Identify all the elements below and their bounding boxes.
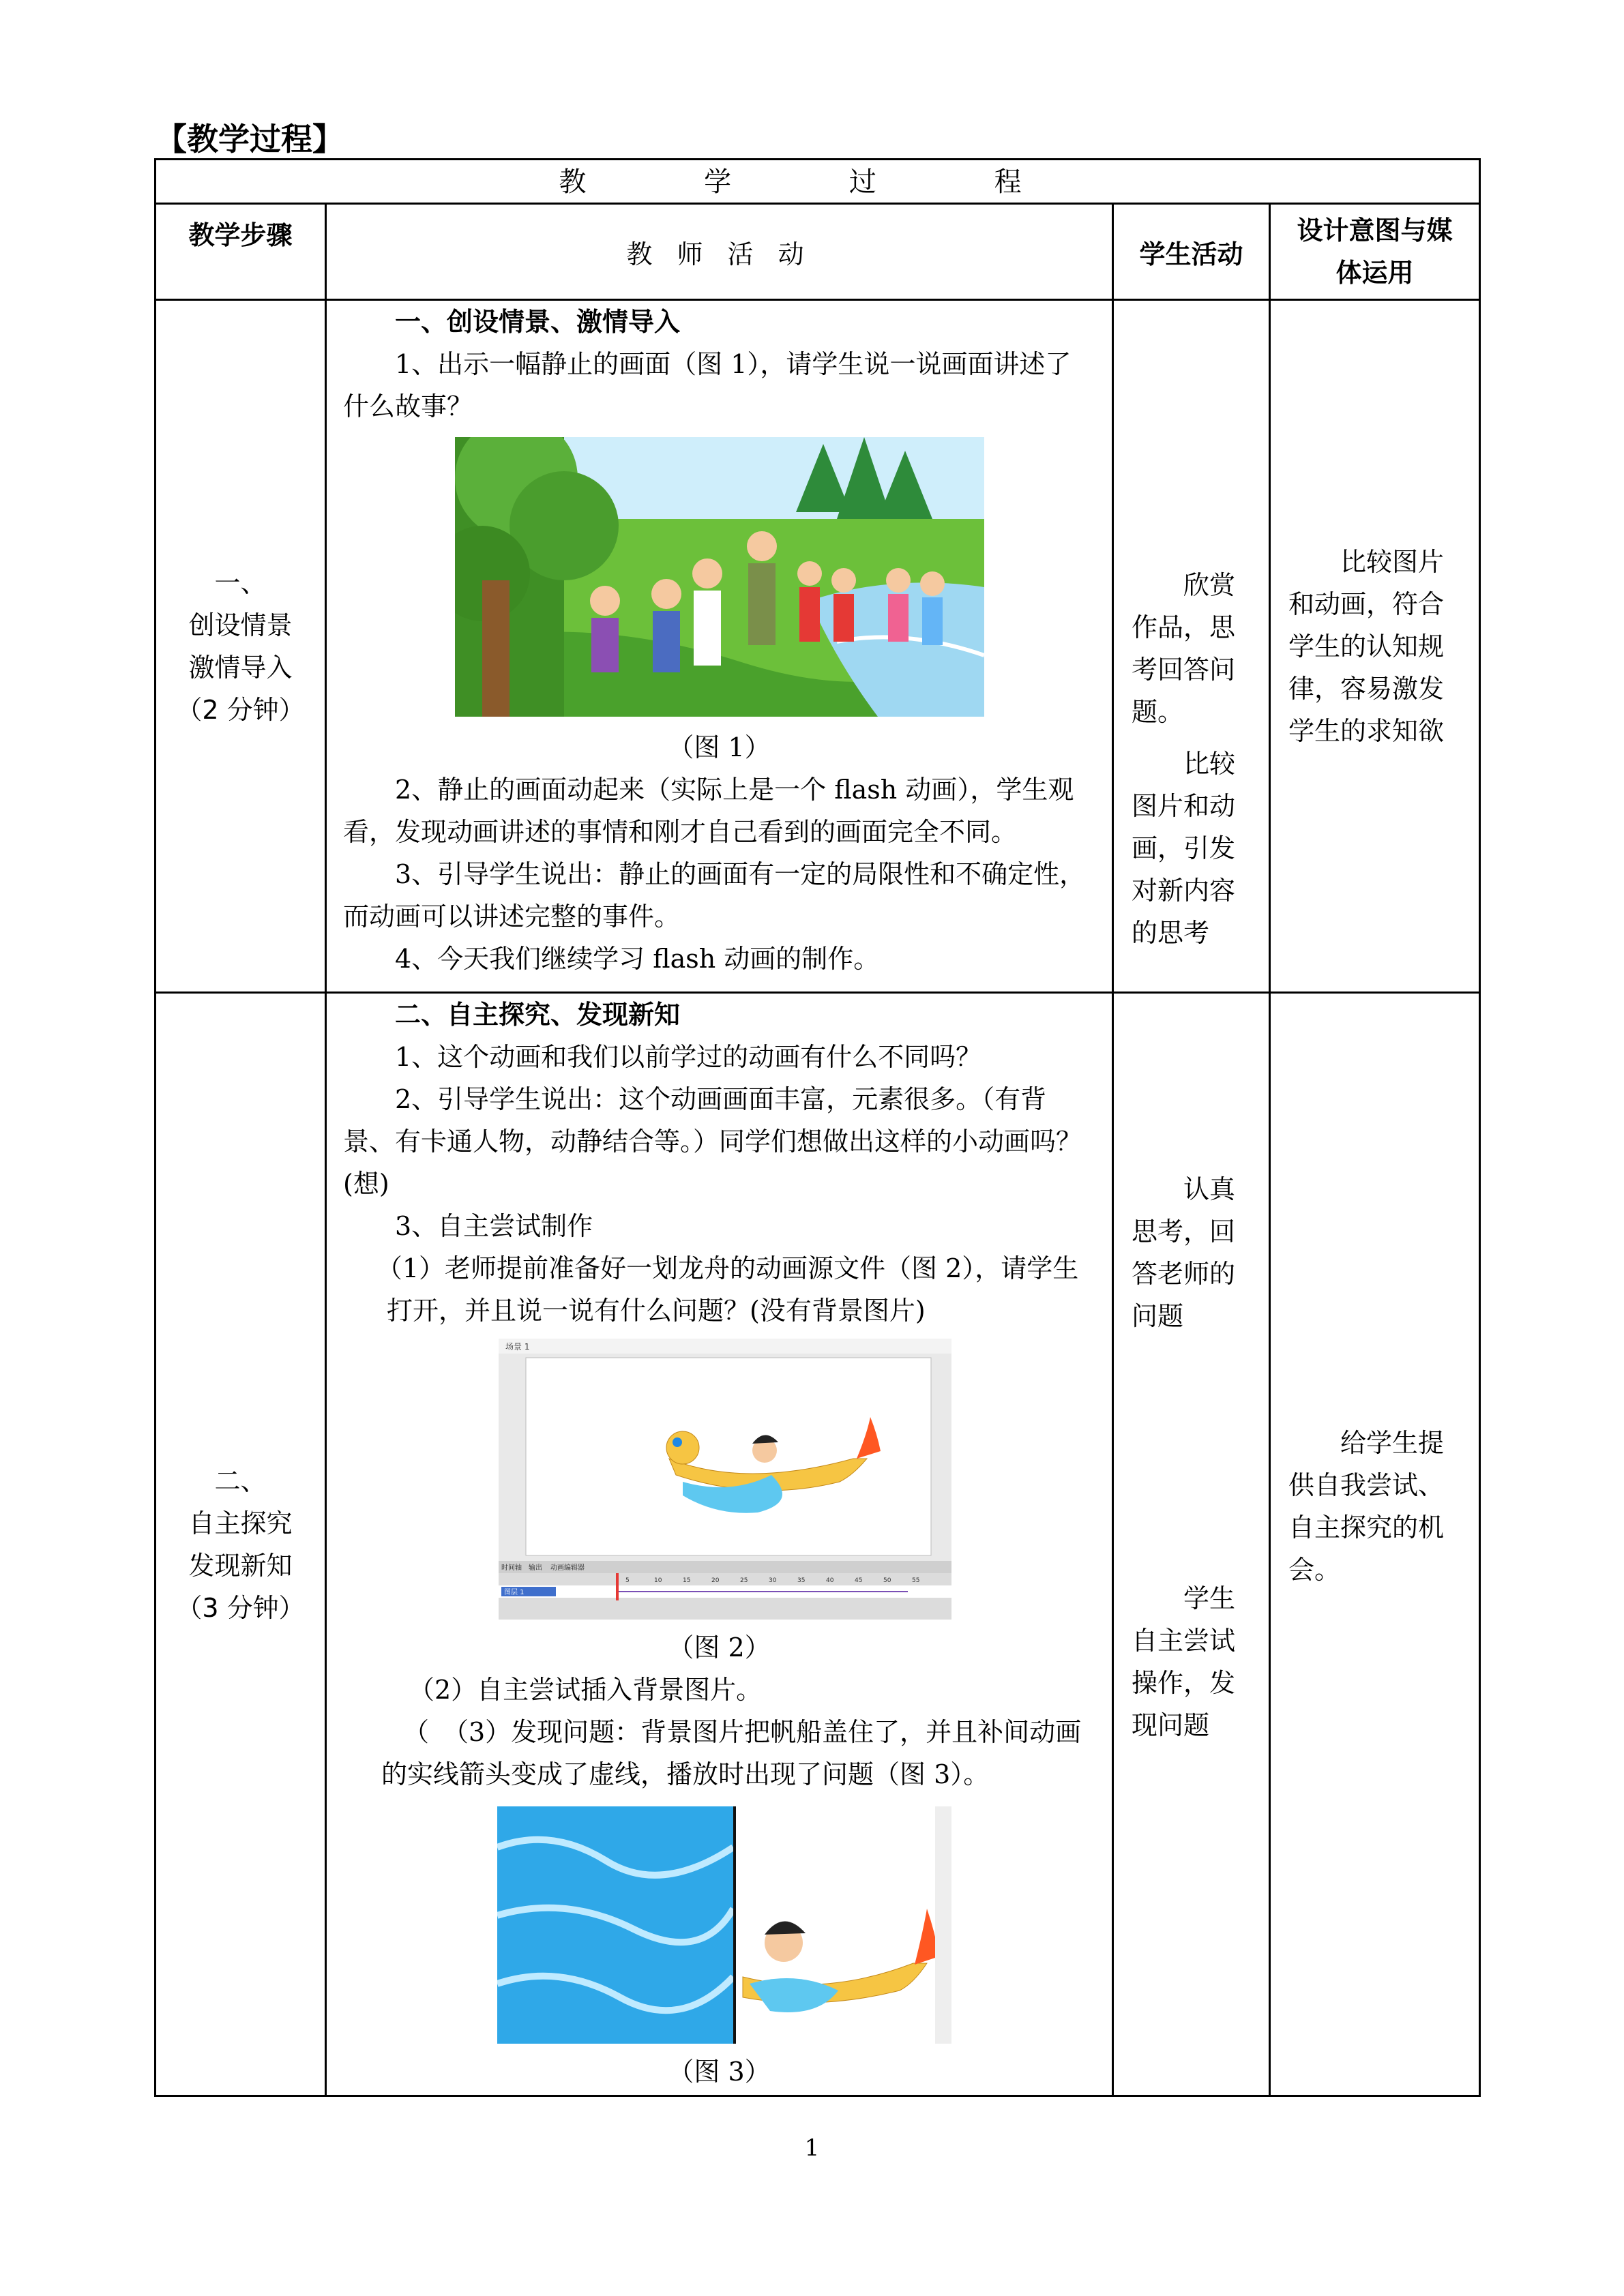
- header-teacher: 教 师 活 动: [326, 204, 1113, 300]
- timeline-frame-number: 35: [797, 1577, 806, 1584]
- svg-text:输出: 输出: [529, 1564, 542, 1572]
- figure-3-caption: （图 3）: [668, 2057, 771, 2087]
- row2-design-intent: 给学生提供自我尝试、自主探究的机会。: [1270, 993, 1480, 2096]
- timeline-frame-number: 25: [740, 1577, 748, 1584]
- timeline-frame-number: 30: [769, 1577, 777, 1584]
- row2-section-title: 二、自主探究、发现新知: [395, 1000, 681, 1030]
- timeline-frame-number: 15: [683, 1577, 691, 1584]
- figure-3-background-issue: [497, 1806, 951, 2044]
- row1-design-intent: 比较图片和动画，符合学生的认知规律，容易激发学生的求知欲: [1270, 300, 1480, 993]
- figure-1-landscape: [455, 437, 984, 717]
- teaching-process-table: [154, 158, 1481, 2097]
- svg-text:场景 1: 场景 1: [505, 1342, 530, 1352]
- row1-student-activity: 欣赏作品，思考回答问题。 比较图片和动画，引发对新内容的思考: [1113, 300, 1270, 993]
- svg-text:动画编辑器: 动画编辑器: [550, 1564, 585, 1572]
- figure-1-caption: （图 1）: [668, 732, 771, 762]
- timeline-frame-number: 45: [855, 1577, 863, 1584]
- svg-text:图层 1: 图层 1: [504, 1589, 525, 1596]
- row1-teacher-activity: 一、创设情景、激情导入 1、出示一幅静止的画面（图 1），请学生说一说画面讲述了什么故事？ （图 1） 2、静止的画面动起来（实际上是一个 flash 动画），学生观看，发现动画讲述的事情和刚才自己看到的画面完全不同。 3、引导学生说出：静止的画面有一定的局限性和不确定性，而动画可以讲述完整的事件。 4、今天我们继续学习 flash 动画的制作。: [326, 300, 1113, 993]
- header-step: 教学步骤: [156, 204, 326, 300]
- timeline-frame-number: 5: [625, 1577, 630, 1584]
- row2-step: 二、 自主探究 发现新知 （3 分钟）: [156, 993, 326, 2096]
- row2-student-activity: 认真思考，回答老师的问题 学生自主尝试操作，发现问题: [1113, 993, 1270, 2096]
- row1-step: 一、 创设情景 激情导入 （2 分钟）: [156, 300, 326, 993]
- figure-2-flash-editor: [499, 1339, 951, 1620]
- table-title: 教 学 过 程: [156, 160, 1480, 204]
- section-heading: 【教学过程】: [156, 121, 344, 158]
- timeline-frame-number: 55: [912, 1577, 920, 1584]
- page-number: 1: [804, 2134, 820, 2162]
- timeline-frame-number: 10: [654, 1577, 662, 1584]
- header-student: 学生活动: [1113, 204, 1270, 300]
- timeline-frame-number: 20: [711, 1577, 720, 1584]
- timeline-frame-number: 50: [883, 1577, 891, 1584]
- header-design: 设计意图与媒 体运用: [1270, 204, 1480, 300]
- row2-teacher-activity: 二、自主探究、发现新知 1、这个动画和我们以前学过的动画有什么不同吗？ 2、引导学生说出：这个动画画面丰富，元素很多。（有背景、有卡通人物，动静结合等。）同学们想做出这样的小动画吗？(想) 3、自主尝试制作 （1）老师提前准备好一划龙舟的动画源文件（图 2），请学生打开，并且说一说有什么问题？(没有背景图片) 场景 1 时间轴 输出 动画编辑器 图层 1 5 10 15 20 25 30 35 40 45 50 55 （图 2） （2）自主尝试插入背景图片。 （ （3）发现问题：背景图片把帆船盖住了，并且补间动画的实线箭头变成了虚线，播放时出现了问题（图 3）。 （图 3）: [326, 993, 1113, 2096]
- figure-2-caption: （图 2）: [668, 1632, 771, 1663]
- timeline-frame-number: 40: [826, 1577, 834, 1584]
- svg-text:时间轴: 时间轴: [501, 1564, 522, 1572]
- row1-section-title: 一、创设情景、激情导入: [395, 307, 681, 337]
